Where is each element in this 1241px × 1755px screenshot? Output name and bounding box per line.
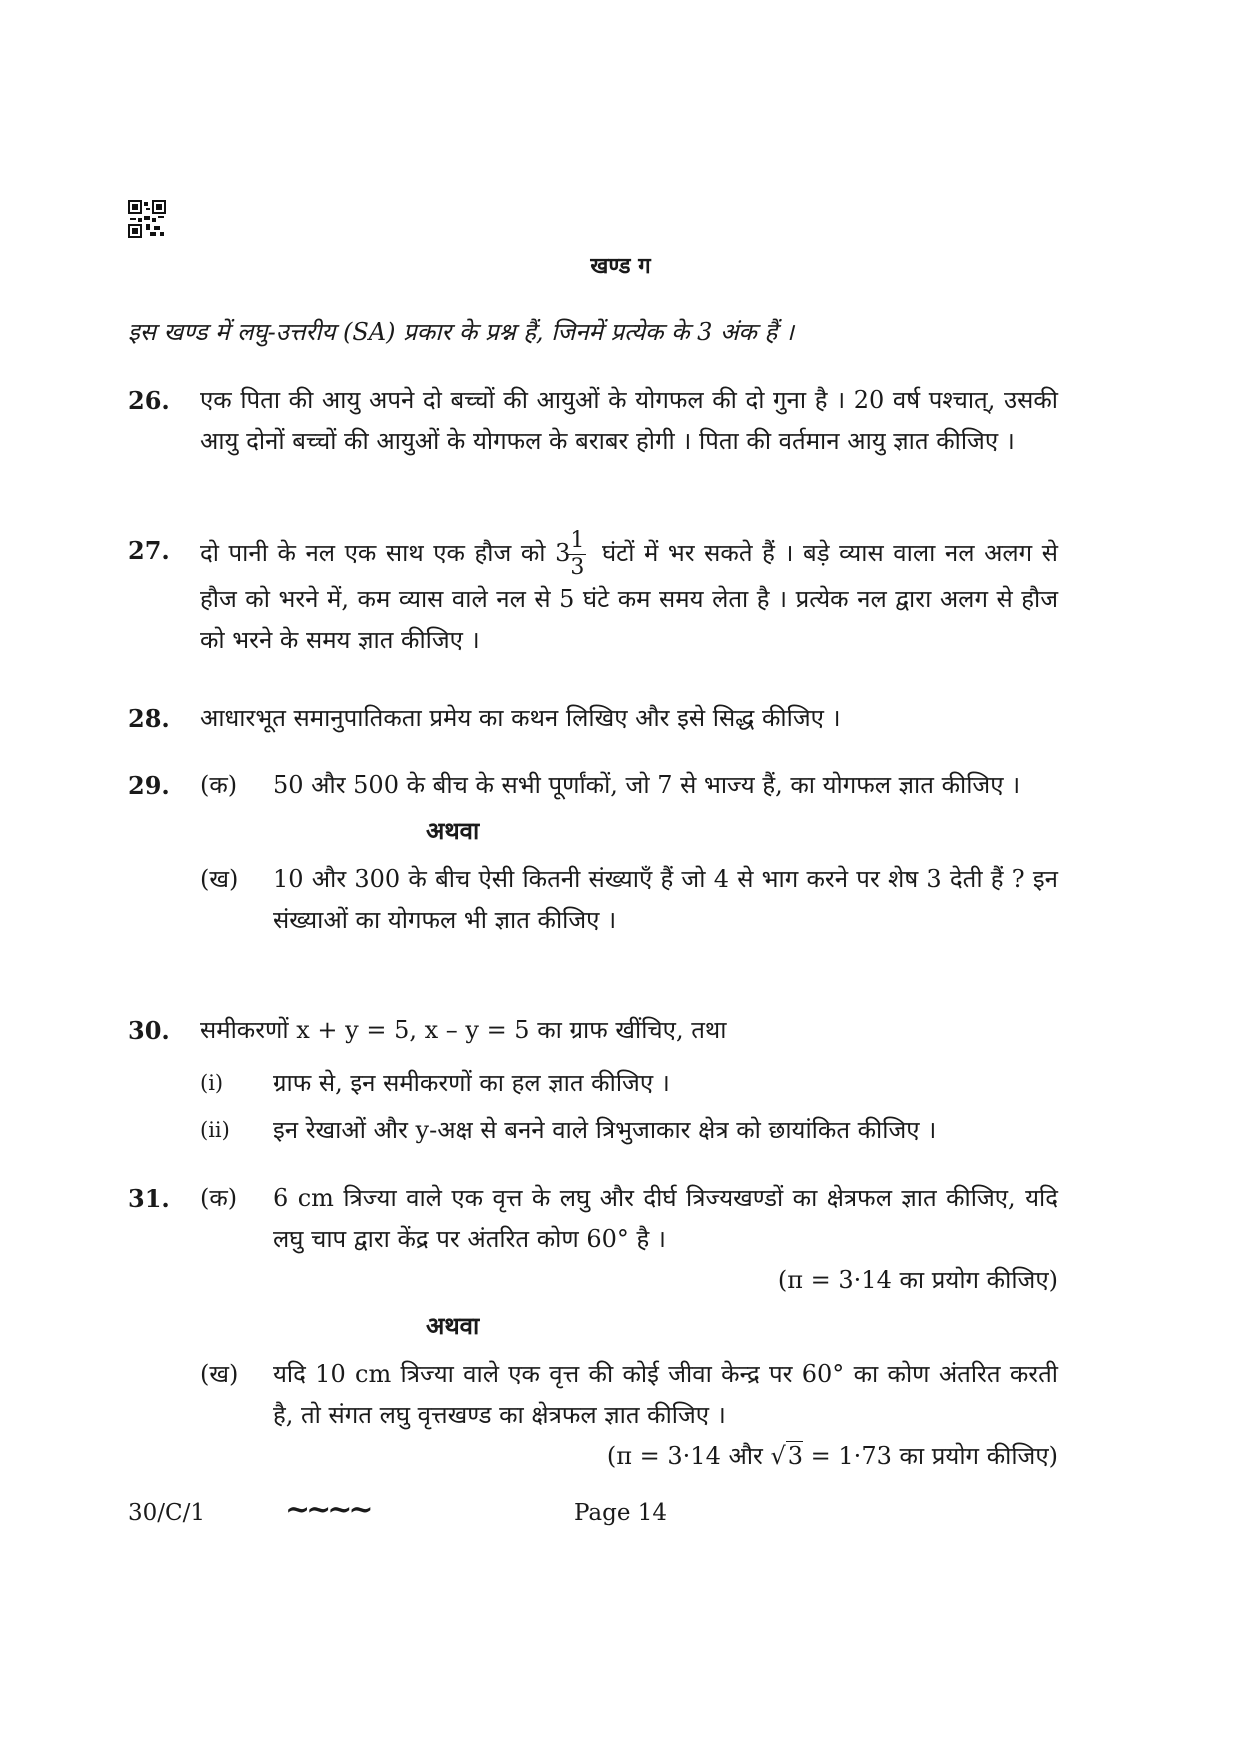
- option-a: [128, 765, 1058, 806]
- question-number: 30.: [128, 1016, 170, 1045]
- question-number: 29.: [128, 771, 170, 800]
- wave-mark: ~~~~: [285, 1492, 370, 1527]
- paper-code: 30/C/1: [128, 1500, 205, 1526]
- part-text: इन रेखाओं और y-अक्ष से बनने वाले त्रिभुजाकार क्षेत्र को छायांकित कीजिए ।: [273, 1116, 937, 1144]
- question-27: [128, 530, 1058, 661]
- option-a: [128, 1178, 1058, 1301]
- question-26: [128, 380, 1058, 462]
- option-label: (ख): [200, 865, 239, 893]
- question-28: [128, 698, 1058, 739]
- sqrt-radicand: 3: [787, 1442, 804, 1470]
- fraction-numerator: 1: [570, 528, 585, 553]
- question-30: [128, 1010, 1058, 1151]
- option-text: 6 cm त्रिज्या वाले एक वृत्त के लघु और दीर्घ त्रिज्यखण्डों का क्षेत्रफल ज्ञात कीजिए, यदि लघु चाप द्वारा केंद्र पर अंतरित कोण 60° है ।: [273, 1184, 1058, 1253]
- section-title: खण्ड ग: [590, 253, 651, 279]
- option-label: (क): [200, 1184, 238, 1212]
- question-29: [128, 765, 1058, 941]
- option-text: यदि 10 cm त्रिज्या वाले एक वृत्त की कोई जीवा केन्द्र पर 60° का कोण अंतरित करती है, तो संगत लघु वृत्तखण्ड का क्षेत्रफल ज्ञात कीजिए ।: [273, 1360, 1058, 1429]
- part-text: ग्राफ से, इन समीकरणों का हल ज्ञात कीजिए ।: [273, 1069, 670, 1097]
- part-label: (ii): [200, 1118, 230, 1142]
- option-text: 50 और 500 के बीच के सभी पूर्णांकों, जो 7 से भाज्य हैं, का योगफल ज्ञात कीजिए ।: [273, 771, 1021, 799]
- fraction-denominator: 3: [570, 555, 585, 580]
- option-label: (ख): [200, 1360, 239, 1388]
- option-label: (क): [200, 771, 238, 799]
- part-label: (i): [200, 1071, 224, 1095]
- section-instructions: इस खण्ड में लघु-उत्तरीय (SA) प्रकार के प्रश्न हैं, जिनमें प्रत्येक के 3 अंक हैं ।: [128, 318, 794, 346]
- part-ii: [128, 1110, 1058, 1151]
- or-separator: अथवा: [426, 816, 480, 845]
- part-i: [128, 1063, 1058, 1104]
- hint-text: [128, 1436, 1058, 1477]
- question-text: एक पिता की आयु अपने दो बच्चों की आयुओं के योगफल की दो गुना है । 20 वर्ष पश्चात्, उसकी आयु दोनों बच्चों की आयुओं के योगफल के बराबर होगी । पिता की वर्तमान आयु ज्ञात कीजिए ।: [200, 386, 1058, 455]
- option-b: [128, 859, 1058, 941]
- page-number: Page 14: [573, 1500, 668, 1526]
- option-b: [128, 1354, 1058, 1477]
- hint-end: = 1·73 का प्रयोग कीजिए): [803, 1442, 1058, 1470]
- question-number: 31.: [128, 1184, 170, 1213]
- hint-start: (π = 3·14 और √: [606, 1442, 786, 1470]
- question-number: 26.: [128, 386, 170, 415]
- question-text: समीकरणों x + y = 5, x – y = 5 का ग्राफ खींचिए, तथा: [200, 1016, 727, 1044]
- question-31: [128, 1178, 1058, 1477]
- qr-code: [128, 200, 166, 238]
- hint-text: (π = 3·14 का प्रयोग कीजिए): [777, 1266, 1058, 1294]
- option-text: 10 और 300 के बीच ऐसी कितनी संख्याएँ हैं जो 4 से भाग करने पर शेष 3 देती हैं ? इन संख्याओं का योगफल भी ज्ञात कीजिए ।: [273, 865, 1058, 934]
- or-separator: अथवा: [426, 1311, 480, 1340]
- question-text: आधारभूत समानुपातिकता प्रमेय का कथन लिखिए और इसे सिद्ध कीजिए ।: [200, 704, 841, 732]
- question-text: [200, 530, 1058, 661]
- fraction: [568, 530, 586, 579]
- question-text-start: दो पानी के नल एक साथ एक हौज को 3: [200, 539, 571, 567]
- question-number: 27.: [128, 536, 170, 565]
- question-number: 28.: [128, 704, 170, 733]
- question-text-rest: घंटों में भर सकते हैं । बड़े व्यास वाला नल अलग से हौज को भरने में, कम व्यास वाले नल से 5 घंटे कम समय लेता है । प्रत्येक नल द्वारा अलग से हौज को भरने के समय ज्ञात कीजिए ।: [200, 539, 1058, 654]
